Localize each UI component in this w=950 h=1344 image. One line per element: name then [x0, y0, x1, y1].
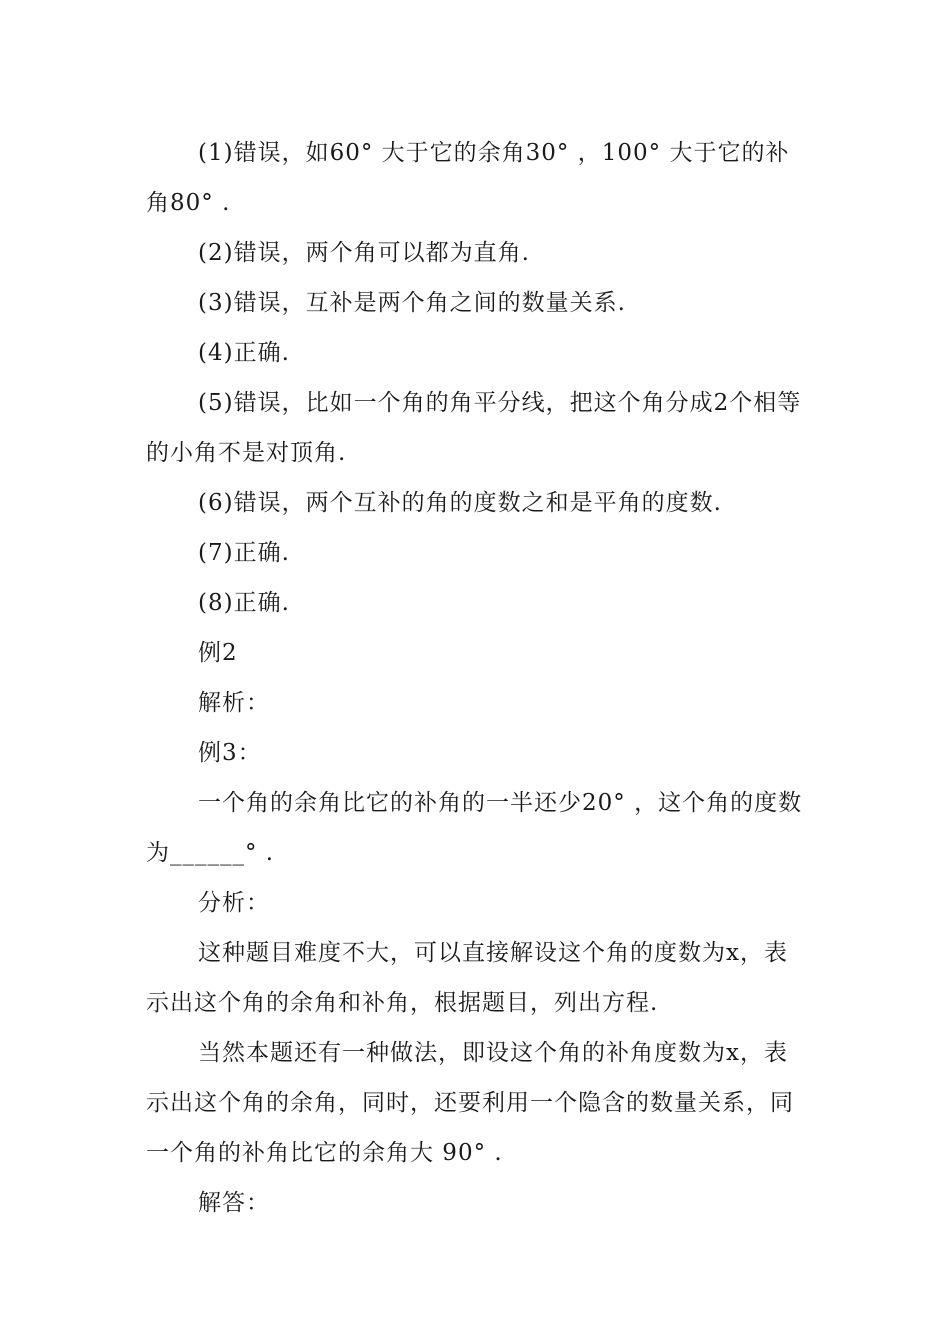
- example-3-question: 一个角的余角比它的补角的一半还少20° ，这个角的度数为______° .: [146, 790, 803, 866]
- analysis-heading: 分析：: [198, 890, 270, 916]
- paragraph-8: (8)正确.: [198, 590, 290, 616]
- paragraph-5: (5)错误，比如一个角的角平分线，把这个角分成2个相等的小角不是对顶角.: [146, 390, 802, 466]
- analysis-paragraph-2: 当然本题还有一种做法，即设这个角的补角度数为x，表示出这个角的余角，同时，还要利用一个隐含的数量关系，同一个角的补角比它的余角大 90° .: [146, 1040, 794, 1166]
- analysis-label: 解析：: [198, 690, 270, 716]
- paragraph-2: (2)错误，两个角可以都为直角.: [198, 240, 530, 266]
- document-body: [146, 128, 806, 1228]
- paragraph-3: (3)错误，互补是两个角之间的数量关系.: [198, 290, 626, 316]
- example-3-heading: 例3：: [198, 740, 262, 766]
- analysis-paragraph-1: 这种题目难度不大，可以直接解设这个角的度数为x，表示出这个角的余角和补角，根据题目，列出方程.: [146, 940, 788, 1016]
- example-2-heading: 例2: [198, 640, 238, 666]
- answer-heading: 解答：: [198, 1190, 270, 1216]
- paragraph-7: (7)正确.: [198, 540, 290, 566]
- paragraph-1: (1)错误，如60° 大于它的余角30° ，100° 大于它的补角80° .: [146, 140, 790, 216]
- paragraph-6: (6)错误，两个互补的角的度数之和是平角的度数.: [198, 490, 722, 516]
- paragraph-4: (4)正确.: [198, 340, 290, 366]
